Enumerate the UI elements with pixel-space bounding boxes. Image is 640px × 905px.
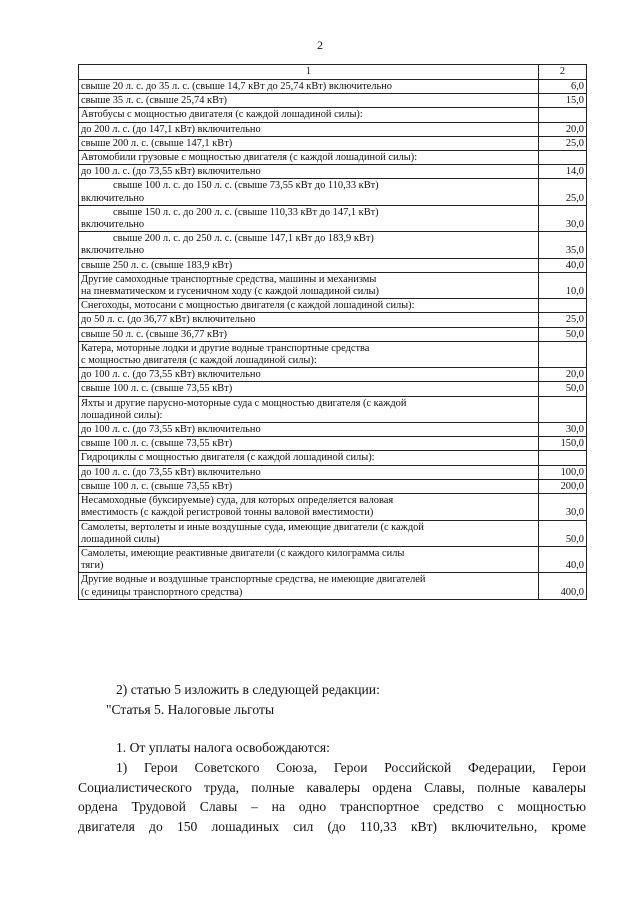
table-body (79, 80, 587, 600)
row-description-line: свыше 100 л. с. (свыше 73,55 кВт) (81, 438, 233, 450)
table-row (79, 573, 587, 599)
row-rate: 25,0 (539, 313, 587, 327)
table-header-row (79, 65, 587, 80)
table-row (79, 479, 587, 493)
row-rate (539, 151, 587, 165)
article-title: "Статья 5. Налоговые льготы (106, 702, 275, 717)
row-description-line: свыше 20 л. с. до 35 л. с. (свыше 14,7 кВт до 25,74 кВт) включительно (81, 81, 392, 92)
row-description-line: (с единицы транспортного средства) (81, 586, 243, 598)
row-rate: 50,0 (539, 520, 587, 546)
paragraph-line: ордена Трудовой Славы – на одно транспортное средство с мощностью (78, 799, 586, 814)
row-description-line: Автомобили грузовые с мощностью двигателя (с каждой лошадиной силы): (81, 152, 418, 164)
paragraph-line: двигателя до 150 лошадиных сил (до 110,33 кВт) включительно, кроме (78, 818, 586, 834)
row-description (79, 494, 539, 520)
row-rate: 150,0 (539, 437, 587, 451)
row-description-line: Другие водные и воздушные транспортные средства, не имеющие двигателей (81, 574, 426, 586)
row-description (79, 272, 539, 298)
row-description-line: свыше 100 л. с. (свыше 73,55 кВт) (81, 383, 233, 395)
table-row (79, 272, 587, 298)
row-description-line: до 50 л. с. (до 36,77 кВт) включительно (81, 314, 256, 326)
row-rate: 6,0 (539, 80, 587, 94)
row-rate: 30,0 (539, 205, 587, 231)
table-row (79, 423, 587, 437)
row-rate: 50,0 (539, 382, 587, 396)
table-row (79, 520, 587, 546)
table-row (79, 451, 587, 465)
row-description (79, 80, 539, 94)
exemption-line: 1. От уплаты налога освобождаются: (116, 740, 330, 755)
row-description-line: до 100 л. с. (до 73,55 кВт) включительно (81, 466, 261, 478)
row-description-line: свыше 35 л. с. (свыше 25,74 кВт) (81, 95, 228, 107)
row-rate: 25,0 (539, 136, 587, 150)
row-description-line: свыше 200 л. с. до 250 л. с. (свыше 147,1 кВт до 183,9 кВт) (113, 233, 374, 245)
row-rate: 10,0 (539, 272, 587, 298)
row-description (79, 396, 539, 422)
row-description (79, 451, 539, 465)
table-row (79, 382, 587, 396)
row-rate: 30,0 (539, 494, 587, 520)
row-description (79, 299, 539, 313)
tax-rate-table (78, 64, 587, 600)
row-description-line: лошадиной силы): (81, 409, 163, 421)
row-description-line: Катера, моторные лодки и другие водные транспортные средства (81, 342, 370, 354)
table-row (79, 299, 587, 313)
row-description-line: Несамоходные (буксируемые) суда, для которых определяется валовая (81, 495, 394, 507)
row-description (79, 423, 539, 437)
table-row (79, 205, 587, 231)
row-rate (539, 396, 587, 422)
row-rate (539, 341, 587, 367)
row-rate: 40,0 (539, 546, 587, 572)
row-description-line: Снегоходы, мотосани с мощностью двигателя (с каждой лошадиной силы): (81, 300, 415, 312)
row-rate (539, 108, 587, 122)
row-description-line: до 200 л. с. (до 147,1 кВт) включительно (81, 123, 261, 135)
row-description (79, 313, 539, 327)
table-row (79, 494, 587, 520)
row-description-line: свыше 100 л. с. (свыше 73,55 кВт) (81, 480, 233, 492)
row-description (79, 437, 539, 451)
table-row (79, 546, 587, 572)
row-description (79, 108, 539, 122)
table-row (79, 151, 587, 165)
table-row (79, 232, 587, 258)
row-description-line: свыше 200 л. с. (свыше 147,1 кВт) (81, 137, 233, 149)
table-row (79, 327, 587, 341)
row-description-line: на пневматическом и гусеничном ходу (с каждой лошадиной силы) (81, 286, 379, 298)
table-row (79, 94, 587, 108)
row-rate: 14,0 (539, 165, 587, 179)
row-description-line: до 100 л. с. (до 73,55 кВт) включительно (81, 166, 261, 178)
paragraph-line: Социалистического труда, полные кавалеры ордена Славы, полные кавалеры (78, 779, 586, 795)
table-row (79, 396, 587, 422)
row-description (79, 546, 539, 572)
row-description-line: тяги) (81, 560, 104, 572)
row-description-line: включительно (81, 245, 145, 257)
row-description (79, 179, 539, 205)
row-description (79, 165, 539, 179)
row-description-line: Самолеты, имеющие реактивные двигатели (с каждого килограмма силы (81, 547, 405, 559)
row-rate: 20,0 (539, 368, 587, 382)
table-row (79, 341, 587, 367)
table-row (79, 108, 587, 122)
row-rate: 35,0 (539, 232, 587, 258)
row-rate: 50,0 (539, 327, 587, 341)
column-header-rate: 2 (539, 65, 587, 80)
row-description (79, 341, 539, 367)
row-rate: 400,0 (539, 573, 587, 599)
row-rate: 200,0 (539, 479, 587, 493)
row-rate: 25,0 (539, 179, 587, 205)
row-rate: 100,0 (539, 465, 587, 479)
table-row (79, 368, 587, 382)
column-header-category: 1 (79, 65, 539, 80)
page-number: 2 (317, 38, 323, 52)
table-row (79, 136, 587, 150)
row-rate: 30,0 (539, 423, 587, 437)
table-row (79, 122, 587, 136)
row-description (79, 520, 539, 546)
row-description-line: свыше 150 л. с. до 200 л. с. (свыше 110,33 кВт до 147,1 кВт) (113, 206, 379, 218)
table-row (79, 258, 587, 272)
row-description (79, 136, 539, 150)
table-row (79, 465, 587, 479)
table-row (79, 80, 587, 94)
row-description (79, 479, 539, 493)
row-description-line: Яхты и другие парусно-моторные суда с мощностью двигателя (с каждой (81, 397, 407, 409)
row-rate (539, 299, 587, 313)
row-description-line: Самолеты, вертолеты и иные воздушные суда, имеющие двигатели (с каждой (81, 521, 424, 533)
table-row (79, 437, 587, 451)
table-row (79, 165, 587, 179)
row-description-line: до 100 л. с. (до 73,55 кВт) включительно (81, 369, 261, 381)
row-description (79, 94, 539, 108)
row-description-line: Гидроциклы с мощностью двигателя (с каждой лошадиной силы): (81, 452, 375, 464)
amendment-line: 2) статью 5 изложить в следующей редакции: (116, 682, 380, 697)
row-description (79, 258, 539, 272)
row-description (79, 327, 539, 341)
row-description-line: вместимость (с каждой регистровой тонны валовой вместимости) (81, 507, 374, 519)
row-description-line: свыше 250 л. с. (свыше 183,9 кВт) (81, 259, 233, 271)
row-description (79, 573, 539, 599)
row-description (79, 151, 539, 165)
row-description-line: до 100 л. с. (до 73,55 кВт) включительно (81, 424, 261, 436)
row-description (79, 205, 539, 231)
row-description-line: с мощностью двигателя (с каждой лошадиной силы): (81, 355, 317, 367)
row-description-line: Другие самоходные транспортные средства, машины и механизмы (81, 273, 377, 285)
row-rate: 15,0 (539, 94, 587, 108)
row-rate (539, 451, 587, 465)
exemption-paragraph (78, 758, 586, 836)
paragraph-line: 1) Герои Советского Союза, Герои Российской Федерации, Герои (116, 760, 586, 775)
row-description (79, 465, 539, 479)
row-description (79, 382, 539, 396)
row-description (79, 122, 539, 136)
table-row (79, 313, 587, 327)
row-description-line: включительно (81, 219, 145, 231)
table-row (79, 179, 587, 205)
row-description (79, 368, 539, 382)
row-rate: 40,0 (539, 258, 587, 272)
row-description-line: свыше 50 л. с. (свыше 36,77 кВт) (81, 328, 228, 340)
row-description (79, 232, 539, 258)
row-rate: 20,0 (539, 122, 587, 136)
row-description-line: включительно (81, 192, 145, 204)
row-description-line: Автобусы с мощностью двигателя (с каждой лошадиной силы): (81, 109, 363, 121)
row-description-line: лошадиной силы) (81, 533, 160, 545)
row-description-line: свыше 100 л. с. до 150 л. с. (свыше 73,55 кВт до 110,33 кВт) (113, 180, 379, 192)
